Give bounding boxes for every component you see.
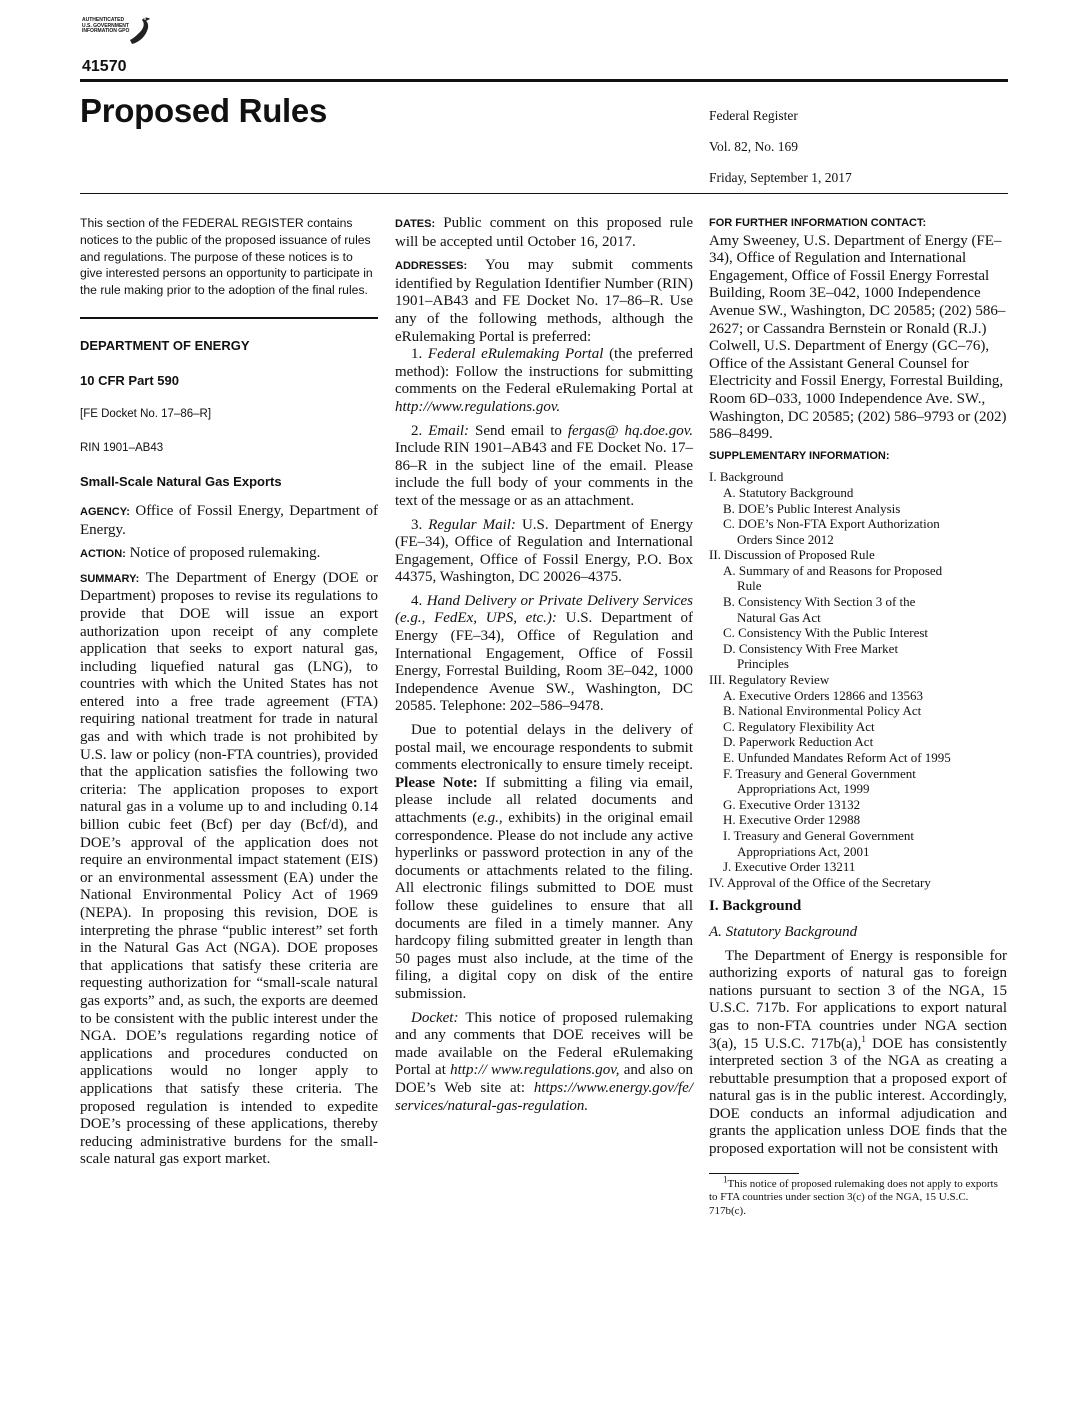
background-heading: I. Background — [709, 898, 802, 915]
method-3-text: U.S. Department of Energy (FE–34), Office of Regulation and International Engagement, Office of Fossil Energy, P.O. Box 44375, Washington, DC 20026–4375. — [395, 516, 694, 586]
delay-paragraph — [395, 722, 693, 1004]
toc-item: Appropriations Act, 2001 — [737, 843, 870, 859]
toc-item: Appropriations Act, 1999 — [737, 781, 870, 797]
register-info — [709, 100, 852, 193]
method-1 — [395, 346, 693, 416]
method-3-number: 3. — [411, 516, 423, 533]
method-4 — [395, 593, 693, 716]
contact-label: FOR FURTHER INFORMATION CONTACT: — [709, 217, 927, 229]
method-1-title: Federal eRulemaking Portal — [427, 346, 604, 363]
volume-number: Vol. 82, No. 169 — [709, 139, 799, 154]
agency-name: DEPARTMENT OF ENERGY — [80, 337, 250, 353]
summary-paragraph — [80, 570, 378, 1169]
toc-item: Orders Since 2012 — [737, 531, 834, 547]
dates-paragraph — [395, 215, 693, 251]
toc-item: D. Paperwork Reduction Act — [723, 734, 874, 750]
footnote-text: This notice of proposed rulemaking does not apply to exports to FTA countries under section 3(c) of the NGA, 15 U.S.C. 717b(c). — [709, 1177, 998, 1217]
docket-text: This notice of proposed rulemaking and any comments that DOE receives will be made available on the Federal eRulemaking Portal at — [395, 1009, 693, 1079]
header-rule — [80, 79, 1008, 82]
toc-item: C. DOE’s Non-FTA Export Authorization — [723, 516, 940, 532]
action-text: Notice of proposed rulemaking. — [129, 545, 321, 562]
action-label: ACTION: — [80, 548, 126, 561]
regulations-gov-link[interactable]: http://www.regulations.gov. — [395, 398, 561, 415]
toc-item: Rule — [737, 578, 762, 594]
body-post: DOE has consistently interpreted section 3 of the NGA as creating a rebuttable presumption that a proposed export of natural gas is in the public interest. Accordingly, DOE conducts an informal adjudication and grants the application unless DOE finds that the proposed exportation will not be consistent with — [709, 1035, 1008, 1158]
docket-paragraph — [395, 1010, 693, 1116]
regulations-gov-link-2[interactable]: http:// www.regulations.gov, — [450, 1062, 620, 1079]
supplementary-label: SUPPLEMENTARY INFORMATION: — [709, 449, 890, 462]
document-title: Small-Scale Natural Gas Exports — [80, 474, 282, 490]
toc-item: I. Treasury and General Government — [723, 827, 914, 843]
addresses-label: ADDRESSES: — [395, 260, 468, 273]
method-1-number: 1. — [411, 346, 423, 363]
toc-item: G. Executive Order 13132 — [723, 796, 861, 812]
footnote-number: 1 — [723, 1174, 728, 1184]
eagle-icon — [82, 14, 158, 54]
action-paragraph — [80, 545, 378, 564]
header-bottom-rule — [80, 193, 1008, 194]
column-3 — [709, 215, 1007, 1218]
toc-item: J. Executive Order 13211 — [723, 859, 856, 875]
email-link[interactable]: fergas@ hq.doe.gov. — [567, 422, 693, 439]
toc-item: A. Summary of and Reasons for Proposed — [723, 562, 943, 578]
delay-text: Due to potential delays in the delivery of postal mail, we encourage respondents to submit comments electronically to ensure timely receipt. — [395, 722, 693, 774]
toc-item: H. Executive Order 12988 — [723, 812, 861, 828]
toc-item: C. Consistency With the Public Interest — [723, 625, 929, 641]
agency-label: AGENCY: — [80, 505, 130, 518]
dates-text: Public comment on this proposed rule will be accepted until October 16, 2017. — [395, 215, 694, 250]
toc-item: B. DOE’s Public Interest Analysis — [723, 500, 901, 516]
method-2-text: Include RIN 1901–AB43 and FE Docket No. 17–86–R in the subject line of the email. Please include the full body of your comments in the text of the message or as an attachment. — [395, 440, 693, 509]
method-2-number: 2. — [411, 422, 423, 439]
toc-item: II. Discussion of Proposed Rule — [709, 547, 875, 563]
method-4-text: U.S. Department of Energy (FE–34), Office of Regulation and International Engagement, Office of Fossil Energy, Forrestal Building, Room 3E–042, 1000 Independence Avenue SW., Washington, DC 20585. Telephone: 202–586–9478. — [395, 610, 693, 715]
column-2 — [395, 215, 693, 1115]
toc-item: B. National Environmental Policy Act — [723, 703, 922, 719]
note-pre: If submitting a filing via email, please include all related documents and attachments ( — [395, 774, 694, 826]
column-1 — [80, 215, 378, 1169]
addresses-text: You may submit comments identified by Regulation Identifier Number (RIN) 1901–AB43 and FE Docket No. 17–86–R. Use any of the following methods, although the eRulemaking Portal is preferred: — [395, 257, 693, 345]
publication-name: Federal Register — [709, 108, 798, 123]
page-number: 41570 — [82, 58, 127, 75]
docket-mid: and also on DOE’s Web site at: — [395, 1062, 694, 1096]
toc-item: E. Unfunded Mandates Reform Act of 1995 — [723, 750, 951, 765]
statutory-heading: A. Statutory Background — [709, 923, 858, 940]
method-3 — [395, 517, 693, 587]
summary-label: SUMMARY: — [80, 572, 140, 585]
note-eg: e.g., — [477, 810, 503, 826]
method-4-number: 4. — [411, 592, 423, 609]
method-3-title: Regular Mail: — [428, 516, 516, 533]
toc-item: D. Consistency With Free Market — [723, 640, 899, 656]
section-title: Proposed Rules — [80, 92, 328, 129]
method-2-pre: Send email to — [474, 422, 562, 439]
toc-item: A. Statutory Background — [723, 484, 854, 500]
body-pre: The Department of Energy is responsible for authorizing exports of natural gas to foreign nations pursuant to section 3 of the NGA, 15 U.S.C. 717b. For applications to export natural gas to non-FTA countries under NGA section 3(a), 15 U.S.C. 717b(a), — [709, 947, 1007, 1052]
section-intro: This section of the FEDERAL REGISTER contains notices to the public of the proposed issuance of rules and regulations. The purpose of these notices is to give interested persons an opportunity to participate in the rule making prior to the adoption of the final rules. — [80, 216, 373, 298]
method-2 — [395, 423, 693, 511]
cfr-part: 10 CFR Part 590 — [80, 372, 179, 388]
footnote-ref[interactable]: 1 — [861, 1033, 866, 1044]
footnote — [709, 1174, 1007, 1219]
addresses-paragraph — [395, 257, 693, 346]
toc-item: III. Regulatory Review — [709, 672, 830, 688]
method-2-title: Email: — [428, 422, 470, 439]
agency-text: Office of Fossil Energy, Department of Energy. — [80, 502, 378, 538]
toc-item: IV. Approval of the Office of the Secretary — [709, 874, 931, 890]
toc-item: I. Background — [709, 469, 784, 485]
docket-label: Docket: — [411, 1009, 459, 1026]
toc-item: Natural Gas Act — [737, 609, 821, 625]
method-4-title: Hand Delivery or Private Delivery Services (e.g., FedEx, UPS, etc.): — [395, 592, 693, 627]
contact-text: Amy Sweeney, U.S. Department of Energy (FE–34), Office of Regulation and International Engagement, Office of Fossil Energy Forrestal Building, Room 3E–042, 1000 Independence Avenue SW., Washington, DC 20585; (202) 586–2627; or Cassandra Bernstein or Ronald (R.J.) Colwell, U.S. Department of Energy (GC–76), Office of the Assistant General Counsel for Electricity and Fossil Energy, Forrestal Building, Room 6D–033, 1000 Independence Ave. SW., Washington, DC 20585; (202) 586–9793 or (202) 586–8499. — [709, 232, 1007, 443]
rin-number: RIN 1901–AB43 — [80, 441, 164, 454]
energy-gov-link[interactable]: https://www.energy.gov/fe/ services/natural-gas-regulation. — [395, 1079, 694, 1114]
table-of-contents — [709, 469, 1007, 890]
background-paragraph — [709, 948, 1007, 1159]
publication-date: Friday, September 1, 2017 — [709, 170, 852, 185]
toc-item: Principles — [737, 656, 789, 672]
agency-paragraph — [80, 503, 378, 539]
docket-number: [FE Docket No. 17–86–R] — [80, 408, 212, 421]
note-post: exhibits) in the original email correspondence. Please do not include any active hyperlinks or password protection in any of the documents or attachments related to the filing. All electronic filings submitted to DOE must follow these guidelines to ensure that all documents are filed in a timely manner. Any hardcopy filing submitted greater in length than 50 pages must also include, at the time of the filing, a digital copy on disk of the entire submission. — [395, 810, 693, 1002]
method-1-text: (the preferred method): Follow the instructions for submitting comments on the Federal eRulemaking Portal at — [395, 346, 694, 398]
toc-item: C. Regulatory Flexibility Act — [723, 718, 875, 734]
dates-label: DATES: — [395, 218, 436, 230]
toc-item: F. Treasury and General Government — [723, 765, 916, 781]
divider — [80, 317, 378, 319]
gpo-authenticated-logo — [82, 14, 158, 54]
toc-item: B. Consistency With Section 3 of the — [723, 594, 916, 610]
please-note-label: Please Note: — [395, 774, 478, 791]
logo-text: AUTHENTICATED U.S. GOVERNMENT INFORMATION GPO — [82, 17, 130, 34]
toc-item: A. Executive Orders 12866 and 13563 — [723, 687, 924, 703]
summary-text: The Department of Energy (DOE or Department) proposes to revise its regulations to provide that DOE will issue an export authorization upon receipt of any complete application that seeks to export natural gas, including liquefied natural gas (LNG), to countries with which the United States has not entered into a free trade agreement (FTA) requiring national treatment for trade in natural gas and with which trade is not prohibited by U.S. law or policy (non-FTA countries), provided that the application satisfies the following two criteria: The application proposes to export natural gas in a volume up to and including 0.14 billion cubic feet (Bcf) per day (Bcf/d), and DOE’s approval of the application does not require an environmental impact statement (EIS) or an environmental assessment (EA) under the National Environmental Policy Act of 1969 (NEPA). In proposing this revision, DOE is interpreting the phrase “public interest” set forth in the Natural Gas Act (NGA). DOE proposes that applications that satisfy these criteria are requesting authorization for “small-scale natural gas exports” and, as such, the exports are deemed to be consistent with the public interest under the NGA. DOE’s regulations regarding notice of applications and procedures conducted on applications would no longer apply to applications that satisfy these criteria. The proposed regulation is intended to expedite DOE’s processing of these applications, thereby reducing administrative burdens for the small-scale natural gas export market. — [80, 569, 378, 1168]
